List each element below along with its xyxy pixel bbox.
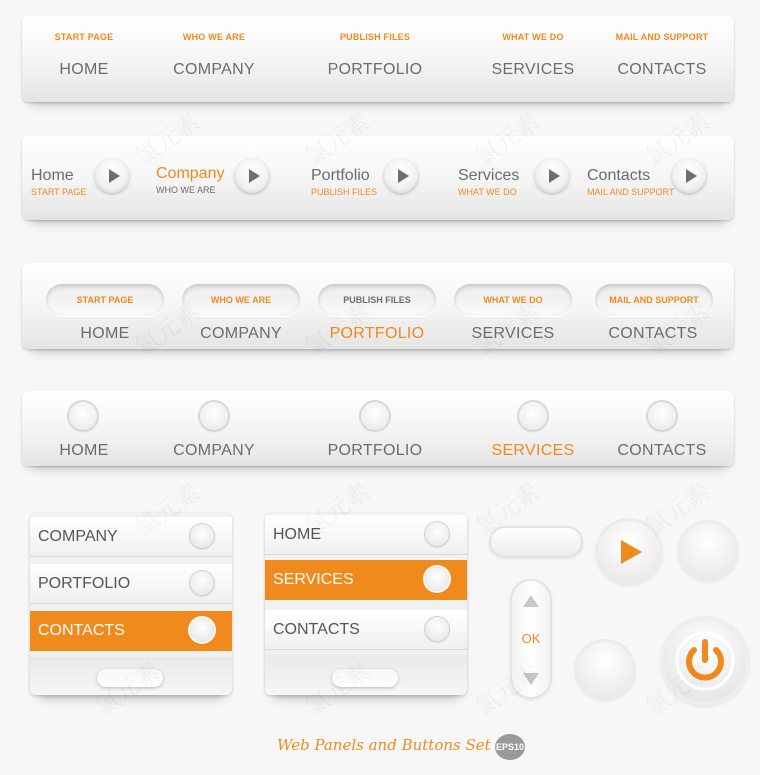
round-button[interactable] [680, 523, 736, 579]
nav-item-portfolio[interactable] [311, 167, 377, 197]
nav-label-services[interactable]: SERVICES [471, 325, 555, 342]
nav-sub-label: MAIL AND SUPPORT [587, 187, 675, 197]
nav-pill-home[interactable]: START PAGE [46, 284, 164, 316]
panel-item-label: PORTFOLIO [38, 575, 131, 592]
nav-item-home[interactable] [55, 32, 114, 79]
eps-badge: EPS10 [495, 734, 525, 760]
panel-handle[interactable] [97, 669, 163, 687]
nav-bar-pills [22, 263, 734, 349]
nav-label: COMPANY [173, 61, 255, 78]
nav-pill-contacts[interactable]: MAIL AND SUPPORT [595, 284, 713, 316]
nav-label: Home [31, 167, 74, 184]
nav-label: Services [458, 167, 520, 184]
nav-item-home[interactable] [31, 167, 86, 197]
nav-label-home[interactable]: HOME [59, 442, 109, 459]
radio-button[interactable] [425, 522, 449, 546]
radio-button[interactable] [190, 524, 214, 548]
nav-label: HOME [59, 61, 109, 78]
panel-item-label: CONTACTS [273, 621, 360, 638]
panel-item-contacts[interactable] [265, 610, 467, 650]
nav-item-contacts[interactable] [616, 32, 709, 79]
radio-button[interactable] [69, 402, 97, 430]
nav-item-company[interactable] [173, 32, 255, 79]
nav-item-company[interactable] [156, 165, 224, 195]
nav-label-portfolio[interactable]: PORTFOLIO [327, 442, 423, 459]
nav-item-contacts[interactable] [587, 167, 675, 197]
panel-item-home[interactable] [265, 515, 467, 555]
arrow-up-icon[interactable] [523, 595, 539, 607]
nav-item-portfolio[interactable] [328, 32, 423, 79]
nav-item-services[interactable] [491, 32, 574, 79]
arrow-right-icon[interactable] [95, 159, 129, 193]
panel-item-label: CONTACTS [38, 622, 125, 639]
radio-button[interactable] [425, 567, 449, 591]
radio-button[interactable] [425, 617, 449, 641]
panel-item-label: HOME [273, 526, 321, 543]
nav-sub-label: WHAT WE DO [458, 187, 517, 197]
nav-label-company[interactable]: COMPANY [173, 442, 255, 459]
nav-item-services[interactable] [458, 167, 519, 197]
nav-bar-radio [22, 391, 734, 466]
radio-button[interactable] [190, 571, 214, 595]
nav-bar-arrows [22, 136, 734, 220]
radio-button[interactable] [519, 402, 547, 430]
nav-label: Contacts [587, 167, 651, 184]
nav-label-contacts[interactable]: CONTACTS [617, 442, 707, 459]
panel-item-contacts[interactable] [30, 611, 232, 651]
stepper-value: OK [521, 631, 541, 646]
radio-button[interactable] [190, 618, 214, 642]
nav-pill-company[interactable]: WHO WE ARE [182, 284, 300, 316]
nav-sub-label: WHO WE ARE [182, 32, 246, 42]
panel-item-services[interactable] [265, 560, 467, 600]
nav-label-contacts[interactable]: CONTACTS [608, 325, 698, 342]
nav-pill-portfolio[interactable]: PUBLISH FILES [318, 284, 436, 316]
nav-label: CONTACTS [617, 61, 707, 78]
panel-item-label: SERVICES [273, 571, 354, 588]
arrow-right-icon[interactable] [672, 159, 706, 193]
nav-label-services[interactable]: SERVICES [491, 442, 575, 459]
panel-footer [265, 655, 467, 695]
nav-label-portfolio[interactable]: PORTFOLIO [329, 325, 425, 342]
round-button[interactable] [577, 642, 633, 698]
nav-pill-services[interactable]: WHAT WE DO [454, 284, 572, 316]
panel-handle[interactable] [332, 669, 398, 687]
arrow-right-icon[interactable] [535, 159, 569, 193]
nav-label-home[interactable]: HOME [80, 325, 130, 342]
panel-item-label: COMPANY [38, 528, 118, 545]
arrow-right-icon[interactable] [384, 159, 418, 193]
power-button[interactable] [664, 620, 746, 702]
panel-item-portfolio[interactable] [30, 564, 232, 604]
footer-title: Web Panels and Buttons Set [277, 736, 491, 754]
arrow-right-icon[interactable] [235, 159, 269, 193]
nav-sub-label: PUBLISH FILES [339, 32, 411, 42]
radio-button[interactable] [361, 402, 389, 430]
play-button[interactable] [598, 521, 660, 583]
power-icon [664, 620, 746, 702]
panel-footer [30, 657, 232, 695]
play-icon [621, 540, 642, 564]
radio-button[interactable] [200, 402, 228, 430]
arrow-down-icon[interactable] [523, 673, 539, 685]
nav-sub-label: WHAT WE DO [502, 32, 564, 42]
nav-label: Company [156, 165, 225, 182]
radio-button[interactable] [648, 402, 676, 430]
nav-label: SERVICES [491, 61, 575, 78]
stepper [512, 581, 550, 697]
nav-label: PORTFOLIO [327, 61, 423, 78]
nav-sub-label: WHO WE ARE [156, 185, 216, 195]
side-panel-middle [265, 513, 467, 695]
panel-item-company[interactable] [30, 517, 232, 557]
nav-sub-label: PUBLISH FILES [311, 187, 378, 197]
nav-label-company[interactable]: COMPANY [200, 325, 282, 342]
nav-label: Portfolio [311, 167, 370, 184]
side-panel-left [30, 513, 232, 695]
nav-bar-top [22, 16, 734, 102]
nav-sub-label: MAIL AND SUPPORT [615, 32, 709, 42]
pill-button[interactable] [491, 528, 581, 556]
nav-sub-label: START PAGE [31, 187, 87, 197]
nav-sub-label: START PAGE [54, 32, 114, 42]
